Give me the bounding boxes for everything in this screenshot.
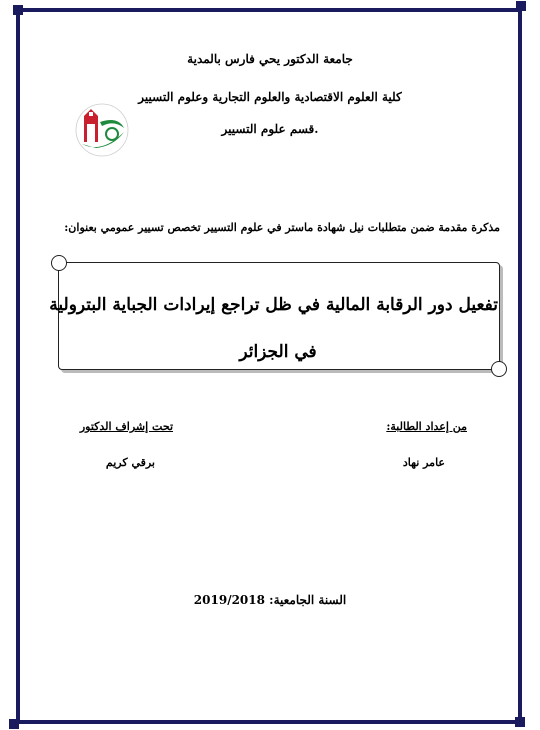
scroll-curl-icon xyxy=(491,361,507,377)
border-corner xyxy=(516,1,526,11)
scroll-curl-icon xyxy=(51,255,67,271)
thesis-title-line1: تفعيل دور الرقابة المالية في ظل تراجع إيرادات الجباية البترولية xyxy=(49,295,498,315)
memo-intro: مذكرة مقدمة ضمن متطلبات نيل شهادة ماستر في علوم التسيير تخصص تسيير عمومي بعنوان: xyxy=(64,221,500,234)
thesis-title-line2: في الجزائر xyxy=(239,342,317,362)
academic-year: السنة الجامعية: 2019/2018 xyxy=(193,593,347,607)
supervisor-label: تحت إشراف الدكتور xyxy=(79,420,173,433)
university-name: جامعة الدكتور يحي فارس بالمدية xyxy=(187,52,353,66)
faculty-name: كلية العلوم الاقتصادية والعلوم التجارية وعلوم التسيير xyxy=(138,90,402,104)
supervisor-name: برقي كريم xyxy=(105,456,155,469)
student-name: عامر نهاد xyxy=(402,456,445,469)
university-logo-icon xyxy=(74,102,130,158)
student-label: من إعداد الطالبة: xyxy=(386,420,467,433)
border-corner xyxy=(9,719,19,729)
department-name: .قسم علوم التسيير xyxy=(221,122,319,136)
